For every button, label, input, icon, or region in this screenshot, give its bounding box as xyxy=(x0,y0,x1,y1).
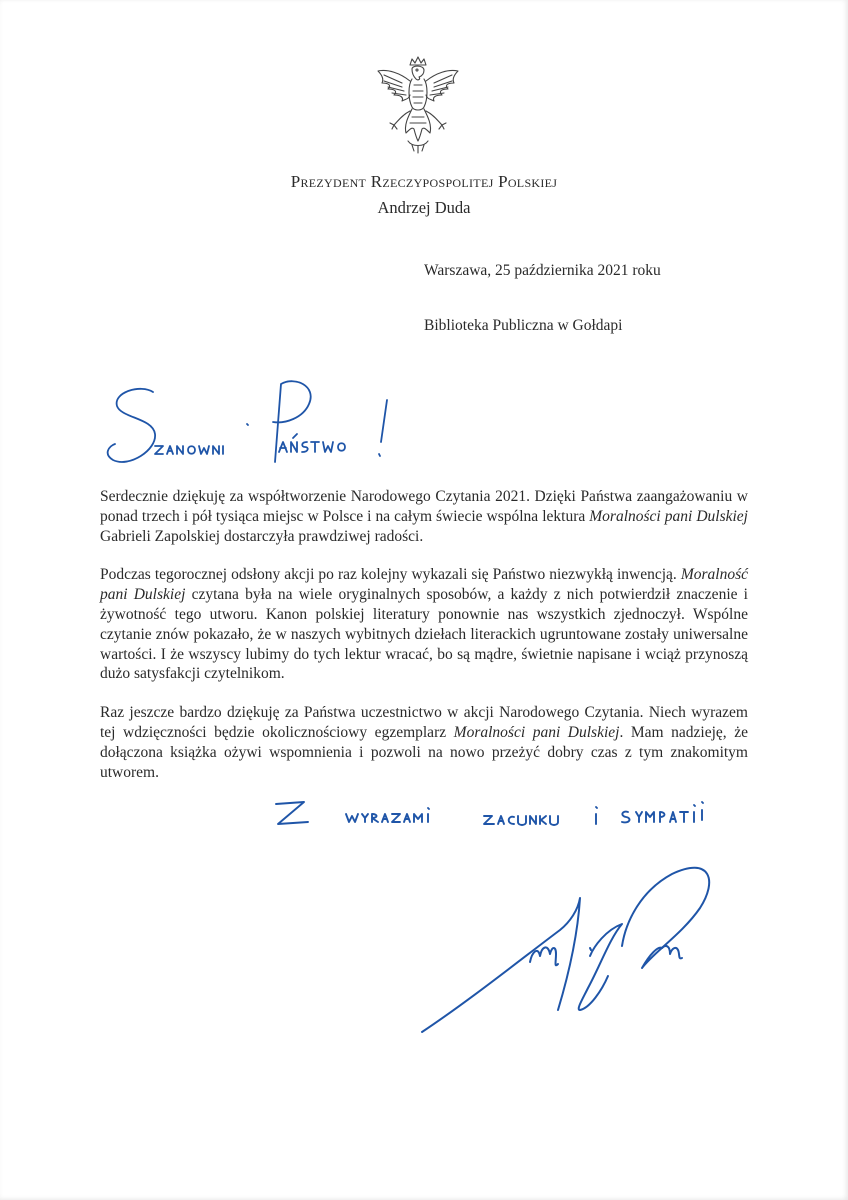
book-title: Moralności pani Dulskiej xyxy=(589,507,748,525)
book-title: Moralność pani Dulskiej xyxy=(100,566,748,604)
paragraph-text: Serdecznie dziękuję za współtworzenie Narodowego Czytania 2021. Dzięki Państwa zaangażowaniu w ponad trzech i pół tysiąca miejsc w Polsce i na całym świecie wspólna lektura xyxy=(100,488,748,525)
handwritten-closing xyxy=(270,790,740,850)
signature xyxy=(410,850,730,1045)
recipient: Biblioteka Publiczna w Gołdapi xyxy=(424,317,623,334)
letter-body xyxy=(100,487,748,801)
office-title: Prezydent Rzeczypospolitej Polskiej xyxy=(290,172,558,191)
paragraph-text: Raz jeszcze bardzo dziękuję za Państwa uczestnictwo w akcji Narodowego Czytania. Niech wyrazem tej wdzięczności będzie okolicznościowy egzemplarz xyxy=(100,704,748,741)
body-paragraph-1 xyxy=(100,487,748,546)
body-paragraph-3 xyxy=(100,703,748,782)
place-and-date: Warszawa, 25 października 2021 roku xyxy=(424,262,661,279)
paragraph-text: . Mam nadzieję, że dołączona książka ożywi wspomnienia i pozwoli na nowo przeżyć dobry czas z tym znakomitym utworem. xyxy=(100,723,748,781)
eagle-emblem-icon xyxy=(372,55,464,155)
paragraph-text: Gabrieli Zapolskiej dostarczyła prawdziwej radości. xyxy=(100,527,424,545)
paragraph-text: Podczas tegorocznej odsłony akcji po raz kolejny wykazali się Państwo niezwykłą inwencją. xyxy=(100,566,681,584)
book-title: Moralności pani Dulskiej xyxy=(453,723,620,741)
signatory-name: Andrzej Duda xyxy=(377,198,471,217)
handwritten-salutation xyxy=(95,362,415,482)
paragraph-text: czytana była na wiele oryginalnych sposobów, a każdy z nich potwierdził znaczenie i żywotność tego utworu. Kanon polskiej literatury ponownie nas wszystkich zjednoczył. Wspólne czytanie znów pokazało, że w naszych wybitnych dziełach literackich ugruntowane zostały uniwersalne wartości. I że wszyscy lubimy do tych lektur wracać, bo są mądre, świetnie napisane i wciąż przynoszą dużo satysfakcji czytelnikom. xyxy=(100,586,748,683)
body-paragraph-2 xyxy=(100,565,748,684)
